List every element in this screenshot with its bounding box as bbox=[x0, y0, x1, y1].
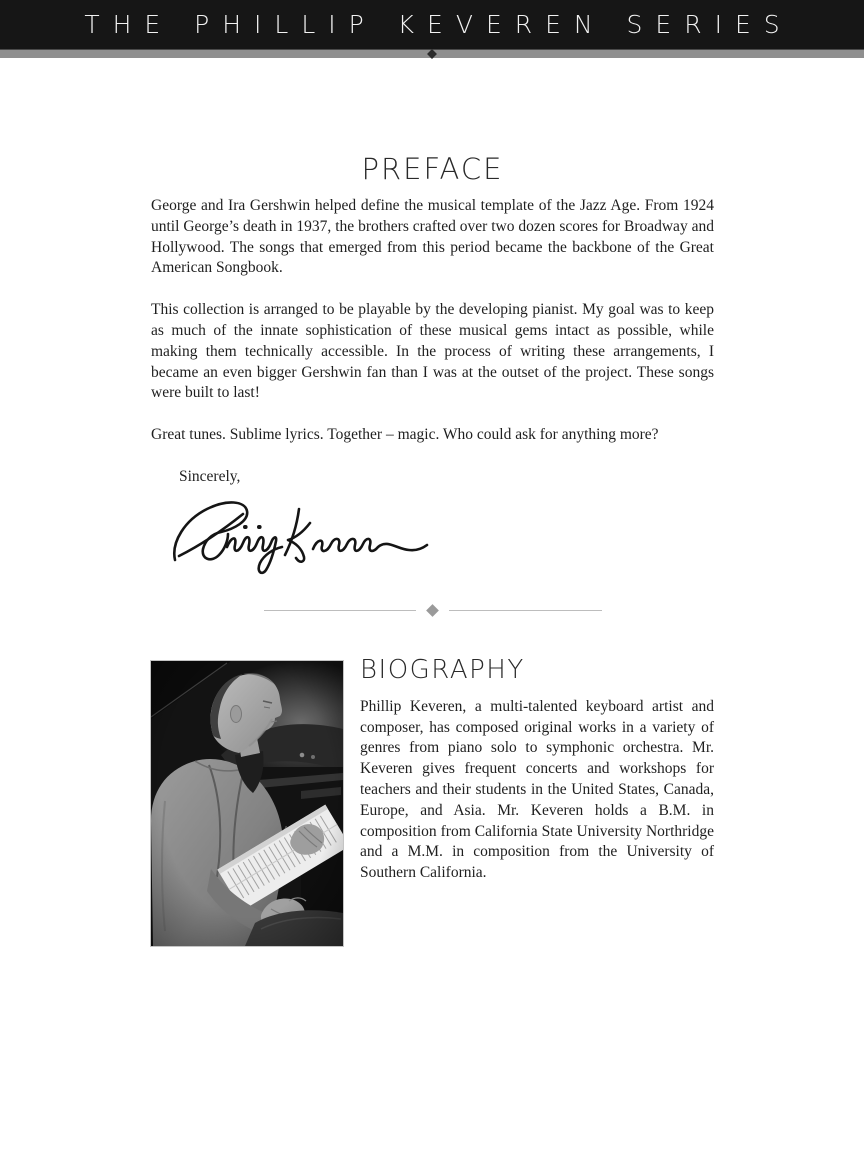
preface-paragraph-1: George and Ira Gershwin helped define the musical template of the Jazz Age. From 1924 until George’s death in 1937, the brothers crafted over two dozen scores for Broadway and Hollywood. The songs that emerged from this period became the backbone of the Great American Songbook. bbox=[151, 197, 714, 277]
signature-phillip-keveren bbox=[169, 494, 714, 586]
preface-section bbox=[151, 152, 714, 586]
page-content bbox=[151, 152, 714, 946]
series-banner bbox=[0, 0, 864, 49]
diamond-ornament-icon bbox=[427, 49, 437, 59]
biography-text-column bbox=[360, 654, 714, 946]
biography-heading: BIOGRAPHY bbox=[360, 654, 525, 685]
signature-drawing bbox=[169, 494, 431, 582]
section-divider bbox=[264, 606, 602, 615]
portrait-photo bbox=[151, 661, 343, 946]
preface-heading: PREFACE bbox=[361, 152, 504, 186]
divider-line-left bbox=[264, 610, 417, 611]
preface-paragraph-2: This collection is arranged to be playable by the developing pianist. My goal was to keep as much of the innate sophistication of these musical gems intact as possible, while making them technically accessible. In the process of writing these arrangements, I became an even bigger Gershwin fan than I was at the outset of the project. These songs were built to last! bbox=[151, 301, 714, 402]
biography-section bbox=[151, 654, 714, 946]
portrait-photo-drawing bbox=[151, 661, 343, 946]
series-title: THE PHILLIP KEVEREN SERIES bbox=[84, 10, 793, 39]
closing-line: Sincerely, bbox=[179, 467, 241, 485]
diamond-ornament-icon bbox=[426, 604, 439, 617]
biography-paragraph: Phillip Keveren, a multi-talented keyboard artist and composer, has composed original works in a variety of genres from piano solo to symphonic orchestra. Mr. Keveren gives frequent concerts and workshops for teachers and their students in the United States, Canada, Europe, and Asia. Mr. Keveren holds a B.M. in composition from California State University Northridge and a M.M. in composition from the University of Southern California. bbox=[360, 697, 714, 882]
divider-line-right bbox=[449, 610, 602, 611]
preface-paragraph-3: Great tunes. Sublime lyrics. Together – magic. Who could ask for anything more? bbox=[151, 426, 659, 444]
banner-strip bbox=[0, 49, 864, 58]
